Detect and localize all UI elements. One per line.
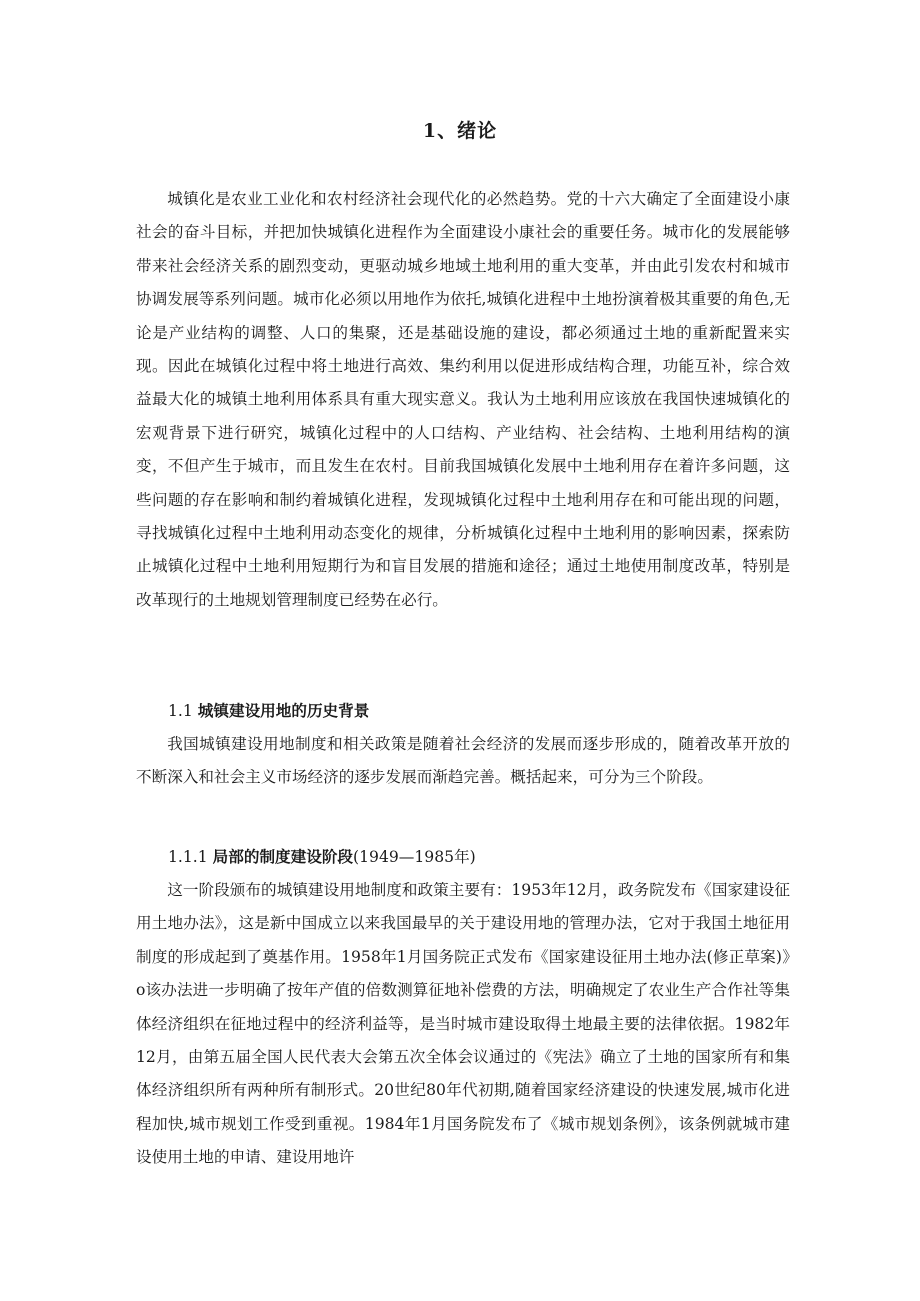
section-heading-1-1 [168,694,369,728]
intro-section [136,183,790,617]
section-title: 城镇建设用地的历史背景 [197,701,370,720]
section-1-1-paragraph: 我国城镇建设用地制度和相关政策是随着社会经济的发展而逐步形成的，随着改革开放的不断深入和社会主义市场经济的逐步发展而渐趋完善。概括起来，可分为三个阶段。 [136,735,790,787]
section-1-1-1-body [136,874,790,1175]
subsection-date-range: (1949—1985年) [353,848,476,866]
subsection-title: 局部的制度建设阶段 [212,847,354,866]
section-heading-1-1-1 [168,840,476,874]
section-number: 1.1 [168,702,193,720]
intro-paragraph: 城镇化是农业工业化和农村经济社会现代化的必然趋势。党的十六大确定了全面建设小康社会的奋斗目标，并把加快城镇化进程作为全面建设小康社会的重要任务。城市化的发展能够带来社会经济关系的剧烈变动，更驱动城乡地域土地利用的重大变革，并由此引发农村和城市协调发展等系列问题。城市化必须以用地作为依托,城镇化进程中土地扮演着极其重要的角色,无论是产业结构的调整、人口的集聚，还是基础设施的建设，都必须通过土地的重新配置来实现。因此在城镇化过程中将土地进行高效、集约利用以促进形成结构合理，功能互补，综合效益最大化的城镇土地利用体系具有重大现实意义。我认为土地利用应该放在我国快速城镇化的宏观背景下进行研究，城镇化过程中的人口结构、产业结构、社会结构、土地利用结构的演变，不但产生于城市，而且发生在农村。目前我国城镇化发展中土地利用存在着许多问题，这些问题的存在影响和制约着城镇化进程，发现城镇化过程中土地利用存在和可能出现的问题，寻找城镇化过程中土地利用动态变化的规律，分析城镇化过程中土地利用的影响因素，探索防止城镇化过程中土地利用短期行为和盲目发展的措施和途径；通过土地使用制度改革，特别是改革现行的土地规划管理制度已经势在必行。 [136,190,790,609]
section-1-1-1-paragraph: 这一阶段颁布的城镇建设用地制度和政策主要有：1953年12月，政务院发布《国家建设征用土地办法》，这是新中国成立以来我国最早的关于建设用地的管理办法，它对于我国土地征用制度的形成起到了奠基作用。1958年1月国务院正式发布《国家建设征用土地办法(修正草案)》o该办法进一步明确了按年产值的倍数测算征地补偿费的方法，明确规定了农业生产合作社等集体经济组织在征地过程中的经济利益等，是当时城市建设取得土地最主要的法律依据。1982年12月，由第五届全国人民代表大会第五次全体会议通过的《宪法》确立了土地的国家所有和集体经济组织所有两种所有制形式。20世纪80年代初期,随着国家经济建设的快速发展,城市化进程加快,城市规划工作受到重视。1984年1月国务院发布了《城市规划条例》，该条例就城市建设使用土地的申请、建设用地许 [136,881,790,1167]
section-1-1-body [136,728,790,795]
page-title: 1、绪论 [422,120,498,142]
subsection-number: 1.1.1 [168,848,208,866]
